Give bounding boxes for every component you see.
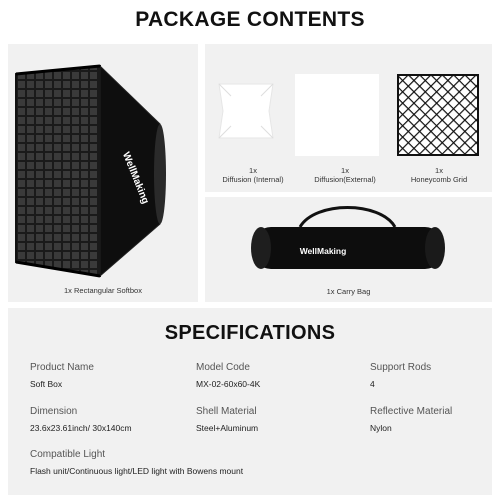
- softbox-label: 1x Rectangular Softbox: [64, 286, 142, 295]
- spec-shell-material: [196, 406, 258, 433]
- spec-compatible-light: [30, 449, 243, 476]
- carry-bag-label: 1x Carry Bag: [326, 287, 371, 296]
- spec-label: Compatible Light: [30, 449, 106, 460]
- spec-label: Model Code: [196, 362, 250, 373]
- spec-value: 23.6x23.61inch/ 30x140cm: [30, 423, 132, 433]
- softbox-brand-text: WellMaking: [119, 150, 151, 206]
- softbox-image: [8, 44, 198, 302]
- spec-value: Flash unit/Continuous light/LED light with Bowens mount: [30, 466, 244, 476]
- spec-model-code: [196, 362, 260, 389]
- spec-product-name: [30, 362, 94, 389]
- spec-value: Soft Box: [30, 379, 63, 389]
- diffusion-external-qty: 1x: [341, 166, 349, 175]
- page-title: PACKAGE CONTENTS: [135, 8, 365, 31]
- specifications-title: SPECIFICATIONS: [164, 322, 336, 344]
- spec-label: Dimension: [30, 406, 78, 417]
- honeycomb-grid-qty: 1x: [435, 166, 443, 175]
- spec-value: 4: [370, 379, 375, 389]
- softbox-panel: [8, 44, 198, 302]
- spec-value: Steel+Aluminum: [196, 423, 259, 433]
- spec-reflective-material: [370, 406, 452, 433]
- spec-label: Product Name: [30, 362, 94, 373]
- carry-bag-brand-text: WellMaking: [299, 246, 347, 256]
- diffusion-internal-name: Diffusion (Internal): [222, 175, 284, 184]
- spec-value: MX-02-60x60-4K: [196, 379, 261, 389]
- spec-value: Nylon: [370, 423, 392, 433]
- diffusion-external-name: Diffusion(External): [314, 175, 376, 184]
- spec-label: Shell Material: [196, 406, 257, 417]
- carry-bag-image: [205, 197, 492, 283]
- diffusion-internal-image: [215, 80, 277, 142]
- diffusion-external-image: [295, 74, 379, 156]
- spec-dimension: [30, 406, 132, 433]
- spec-label: Support Rods: [370, 362, 432, 373]
- diffusers-panel: [205, 44, 492, 192]
- diffusion-internal-qty: 1x: [249, 166, 257, 175]
- specifications-panel: [8, 308, 492, 495]
- honeycomb-grid-name: Honeycomb Grid: [410, 175, 468, 184]
- spec-support-rods: [370, 362, 431, 389]
- carry-bag-panel: [205, 197, 492, 302]
- spec-label: Reflective Material: [370, 406, 453, 417]
- honeycomb-grid-image: [397, 74, 479, 156]
